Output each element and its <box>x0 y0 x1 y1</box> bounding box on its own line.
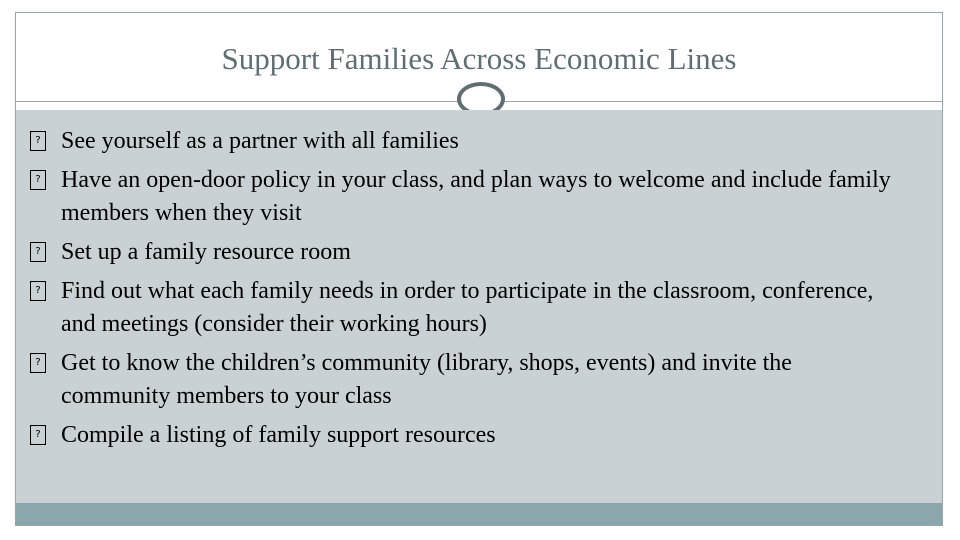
bullet-item <box>16 236 906 269</box>
slide <box>15 12 943 526</box>
missing-glyph-box-icon: ? <box>30 281 46 301</box>
missing-glyph-box-icon: ? <box>30 242 46 262</box>
bullet-text: See yourself as a partner with all families <box>61 128 459 154</box>
footer-bar <box>16 503 942 525</box>
bullet-item <box>16 164 906 230</box>
bullet-list <box>16 125 906 458</box>
bullet-text: Compile a listing of family support resources <box>61 422 496 448</box>
bullet-item <box>16 275 906 341</box>
bullet-item <box>16 347 906 413</box>
missing-glyph-box-icon: ? <box>30 131 46 151</box>
bullet-item <box>16 125 906 158</box>
bullet-item <box>16 419 906 452</box>
missing-glyph-box-icon: ? <box>30 170 46 190</box>
missing-glyph-box-icon: ? <box>30 425 46 445</box>
slide-title: Support Families Across Economic Lines <box>221 41 737 76</box>
bullet-text: Find out what each family needs in order to participate in the classroom, conference, and meetings (consider their working hours) <box>61 278 874 337</box>
missing-glyph-box-icon: ? <box>30 353 46 373</box>
bullet-text: Get to know the children’s community (library, shops, events) and invite the community members to your class <box>61 350 792 409</box>
bullet-text: Have an open-door policy in your class, and plan ways to welcome and include family members when they visit <box>61 167 891 226</box>
bullet-text: Set up a family resource room <box>61 239 351 265</box>
